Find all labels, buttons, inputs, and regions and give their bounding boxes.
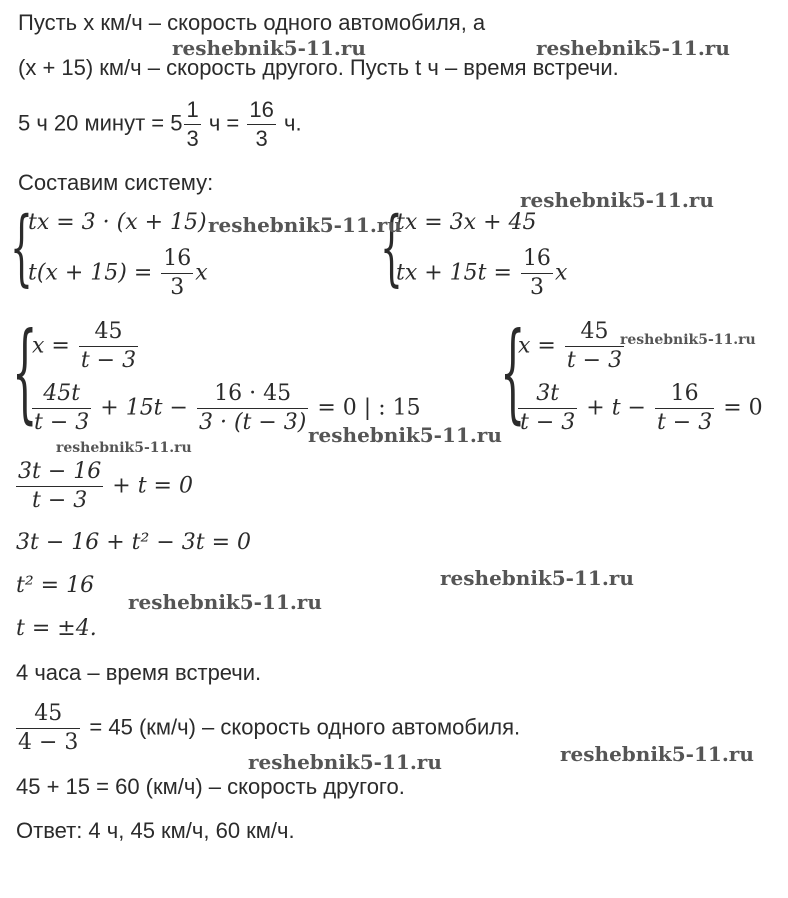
statement-line-1: Пусть x км/ч – скорость одного автомобиля, а: [18, 10, 486, 35]
answer: Ответ: 4 ч, 45 км/ч, 60 км/ч.: [16, 818, 295, 843]
system-2-eq-1: tx = 3x + 45: [396, 210, 537, 235]
fraction-one-third: [184, 96, 200, 153]
watermark: reshebnik5-11.ru: [208, 213, 402, 237]
watermark: reshebnik5-11.ru: [172, 36, 366, 60]
watermark: reshebnik5-11.ru: [440, 566, 634, 590]
watermark: reshebnik5-11.ru: [128, 590, 322, 614]
fraction-16-3: $\frac{16}{3}$: [522, 246, 551, 300]
fraction-16-3: $\frac{16}{3}$: [163, 246, 192, 300]
meeting-time: 4 часа – время встречи.: [16, 660, 262, 685]
system-3-eq-2: $\frac{45t}{t - 3}$ + 15t − $\frac{16 \cdot 45}{3 \cdot (t - 3)}$ = 0 | : 15: [34, 381, 421, 435]
watermark: reshebnik5-11.ru: [308, 423, 502, 447]
equation-1: $\frac{3t - 16}{t - 3}$ + t = 0: [18, 459, 193, 513]
fraction-sixteen-thirds: [247, 96, 275, 153]
system-3-brace: {: [12, 312, 38, 437]
system-2-eq-2: tx + 15t = $\frac{16}{3}$ x: [396, 246, 568, 300]
system-1-eq-2: t(x + 15) = $\frac{16}{3}$ x: [28, 246, 208, 300]
frac-den: 3: [186, 126, 199, 151]
system-1-eq-1: tx = 3 · (x + 15): [28, 210, 207, 235]
system-intro: Составим систему:: [18, 170, 214, 195]
fraction-16x45-over-3x: $\frac{16 \cdot 45}{3 \cdot (t - 3)}$: [198, 381, 307, 435]
equation-3: t² = 16: [16, 573, 95, 598]
frac-num: 16: [247, 96, 275, 125]
watermark: reshebnik5-11.ru: [56, 440, 192, 456]
fraction-3t-16-over-t-3: $\frac{3t - 16}{t - 3}$: [18, 459, 102, 513]
watermark: reshebnik5-11.ru: [536, 36, 730, 60]
fraction-45t-over-t-3: $\frac{45t}{t - 3}$: [34, 381, 90, 435]
watermark: reshebnik5-11.ru: [520, 188, 714, 212]
speed-1: $\frac{45}{4 - 3}$ = 45 (км/ч) – скорость одного автомобиля.: [18, 701, 521, 755]
system-4-eq-2: $\frac{3t}{t - 3}$ + t − $\frac{16}{t - 3}$ = 0: [520, 381, 763, 435]
fraction-3t-over-t-3: $\frac{3t}{t - 3}$: [520, 381, 576, 435]
statement-line-2: (x + 15) км/ч – скорость другого. Пусть t ч – время встречи.: [18, 55, 619, 80]
watermark: reshebnik5-11.ru: [248, 750, 442, 774]
fraction-45-over-t-3: $\frac{45}{t - 3}$: [80, 319, 137, 373]
frac-num: 1: [184, 96, 200, 125]
system-1-brace: {: [10, 202, 33, 297]
equation-2: 3t − 16 + t² − 3t = 0: [16, 530, 252, 555]
speed-2: 45 + 15 = 60 (км/ч) – скорость другого.: [16, 774, 405, 799]
time-prefix: 5 ч 20 минут = 5: [18, 110, 183, 136]
system-4-brace: {: [500, 312, 526, 437]
time-suffix: ч.: [283, 110, 302, 136]
frac-den: 3: [255, 126, 268, 151]
fraction-45-over-4-3: $\frac{45}{4 - 3}$: [18, 701, 79, 755]
watermark: reshebnik5-11.ru: [560, 742, 754, 766]
fraction-45-over-t-3: $\frac{45}{t - 3}$: [566, 319, 623, 373]
system-3-eq-1: x = $\frac{45}{t - 3}$: [32, 319, 137, 373]
watermark: reshebnik5-11.ru: [620, 332, 756, 348]
system-2-brace: {: [380, 202, 403, 297]
time-mid: ч =: [208, 110, 240, 136]
time-conversion: [18, 96, 302, 153]
system-4-eq-1: x = $\frac{45}{t - 3}$: [518, 319, 623, 373]
equation-4: t = ±4.: [16, 616, 97, 641]
fraction-16-over-t-3: $\frac{16}{t - 3}$: [656, 381, 713, 435]
